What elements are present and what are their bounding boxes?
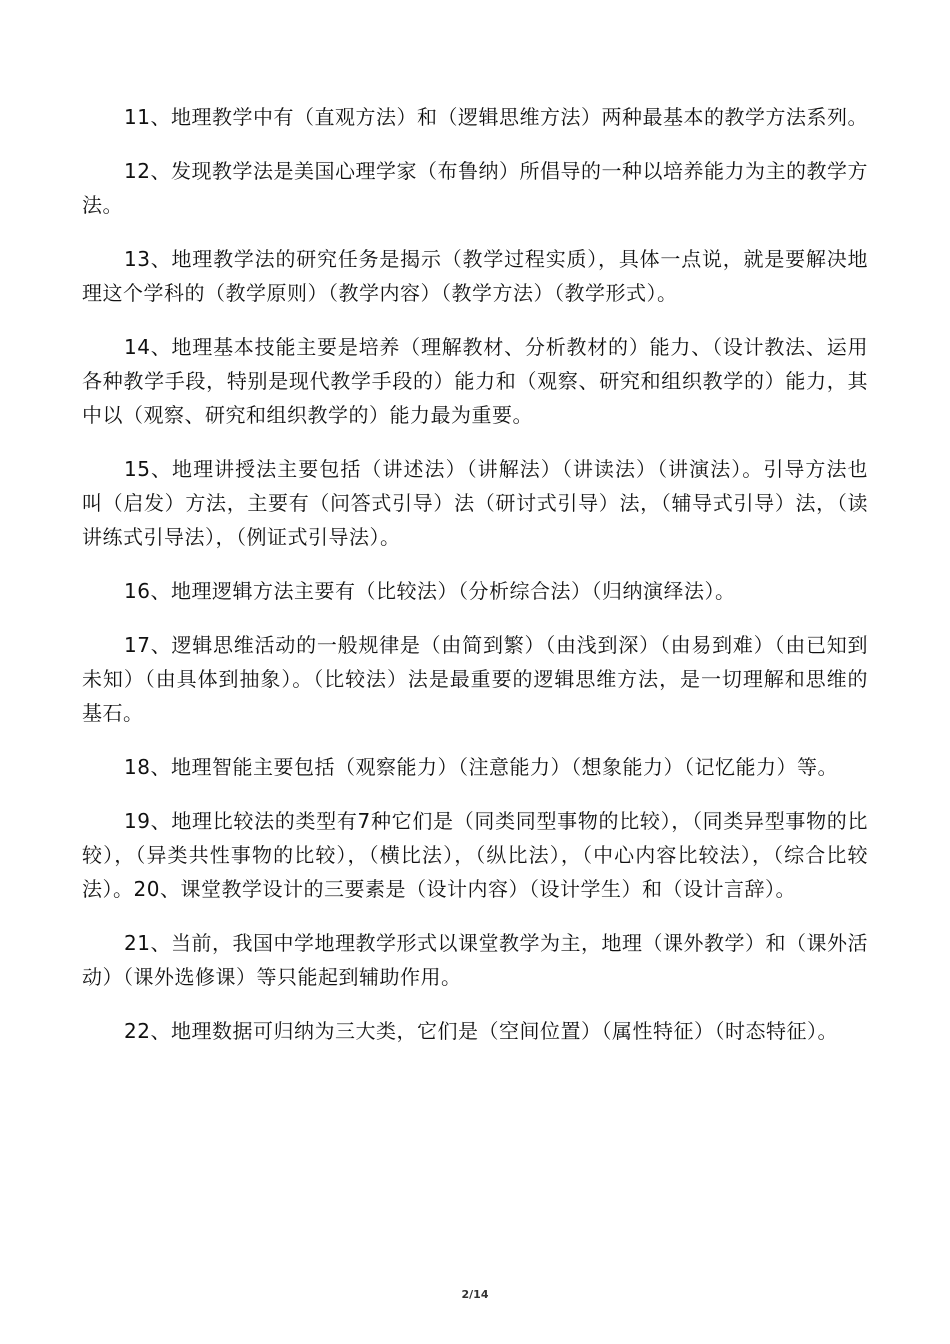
paragraph-11: 11、地理教学中有（直观方法）和（逻辑思维方法）两种最基本的教学方法系列。 [124,105,868,129]
paragraph-13: 13、地理教学法的研究任务是揭示（教学过程实质），具体一点说，就是要解决地理这个学科的（教学原则）（教学内容）（教学方法）（教学形式）。 [82,247,868,305]
paragraph-19-20: 19、地理比较法的类型有7种它们是（同类同型事物的比较），（同类异型事物的比较），（异类共性事物的比较），（横比法），（纵比法），（中心内容比较法），（综合比较法）。20、课堂教学设计的三要素是（设计内容）（设计学生）和（设计言辞）。 [82,809,868,901]
document-body [82,100,868,1068]
paragraph-16: 16、地理逻辑方法主要有（比较法）（分析综合法）（归纳演绎法）。 [124,579,736,603]
paragraph-17: 17、逻辑思维活动的一般规律是（由简到繁）（由浅到深）（由易到难）（由已知到未知）（由具体到抽象）。（比较法）法是最重要的逻辑思维方法，是一切理解和思维的基石。 [82,633,868,725]
paragraph-15: 15、地理讲授法主要包括（讲述法）（讲解法）（讲读法）（讲演法）。引导方法也叫（启发）方法，主要有（问答式引导）法（研讨式引导）法，（辅导式引导）法，（读讲练式引导法），（例证式引导法）。 [82,457,868,549]
paragraph-22: 22、地理数据可归纳为三大类，它们是（空间位置）（属性特征）（时态特征）。 [124,1019,838,1043]
paragraph-18: 18、地理智能主要包括（观察能力）（注意能力）（想象能力）（记忆能力）等。 [124,755,838,779]
paragraph-12: 12、发现教学法是美国心理学家（布鲁纳）所倡导的一种以培养能力为主的教学方法。 [82,159,868,217]
page-number: 2/14 [461,1288,489,1301]
paragraph-14: 14、地理基本技能主要是培养（理解教材、分析教材的）能力、（设计教法、运用各种教学手段，特别是现代教学手段的）能力和（观察、研究和组织教学的）能力，其中以（观察、研究和组织教学的）能力最为重要。 [82,335,868,427]
paragraph-21: 21、当前，我国中学地理教学形式以课堂教学为主，地理（课外教学）和（课外活动）（课外选修课）等只能起到辅助作用。 [82,931,868,989]
